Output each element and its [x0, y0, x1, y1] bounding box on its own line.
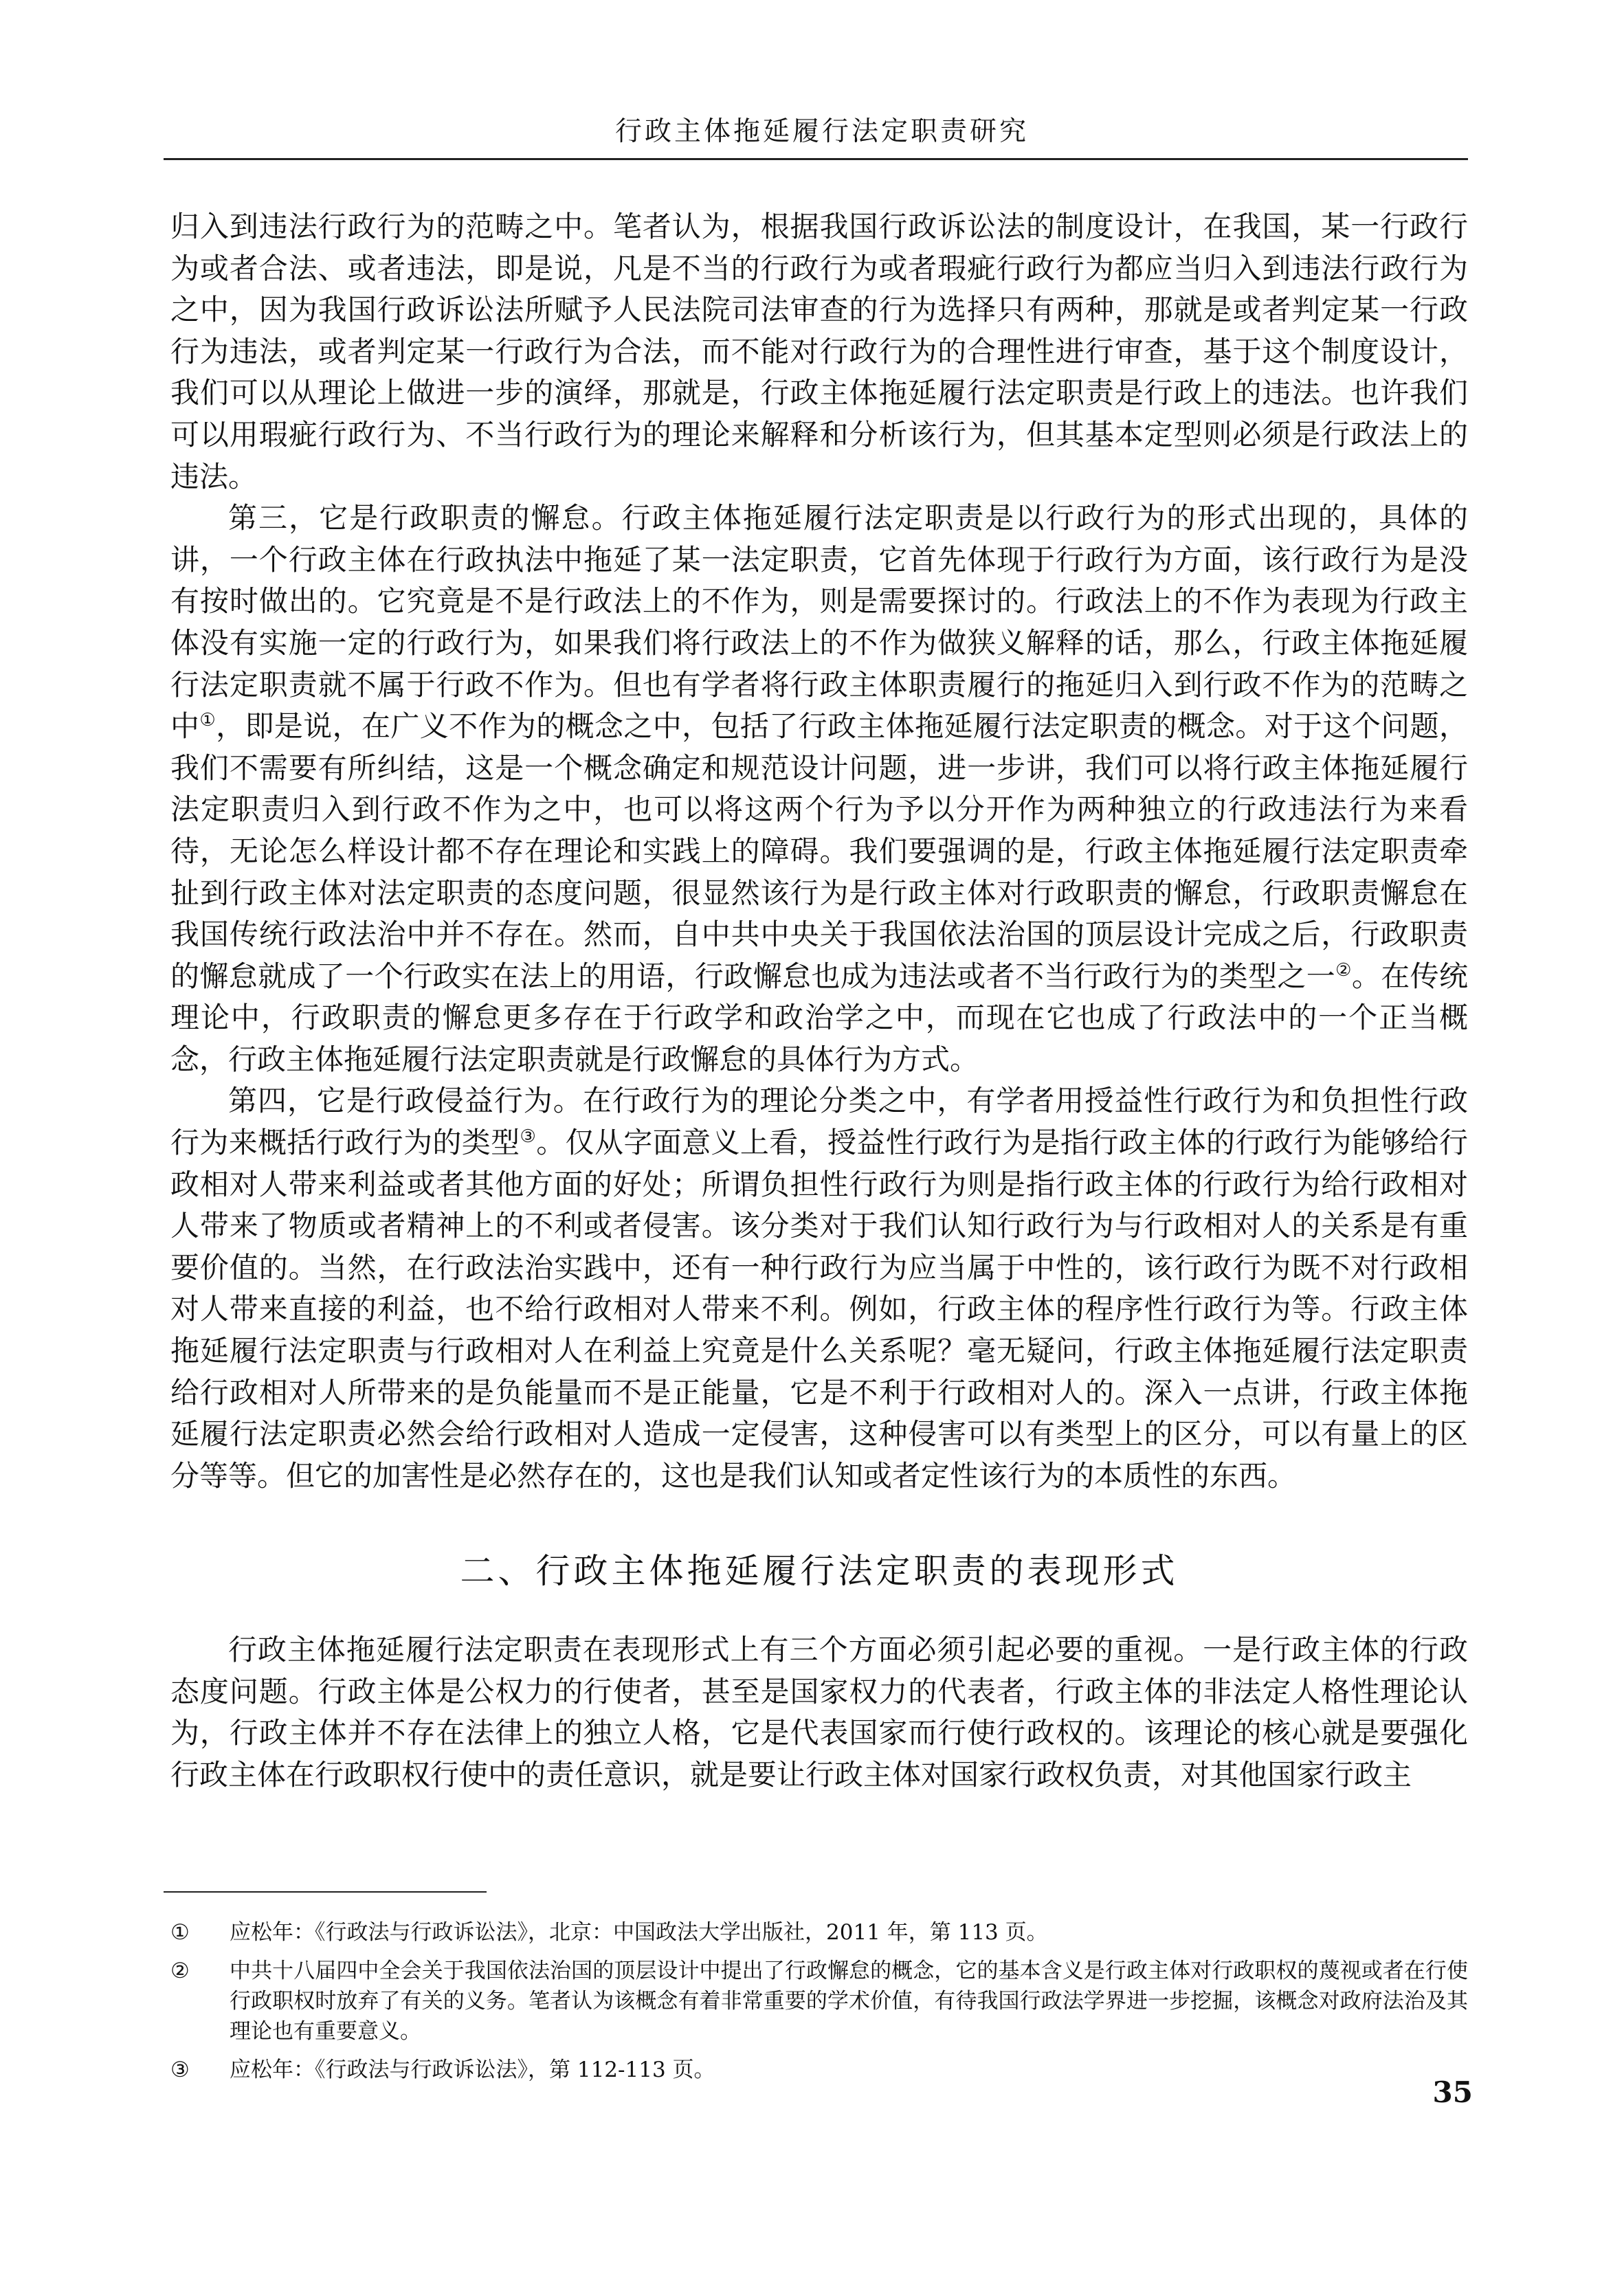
footnote-text: 应松年：《行政法与行政诉讼法》，北京：中国政法大学出版社，2011 年，第 113 页。: [230, 1920, 1048, 1945]
header-divider: [164, 158, 1468, 160]
footnote-text: 应松年：《行政法与行政诉讼法》，第 112-113 页。: [230, 2058, 715, 2082]
footnote: [170, 1917, 1468, 1948]
footnote: [170, 2055, 1468, 2085]
footnote-ref[interactable]: ②: [1335, 959, 1352, 981]
footnote-ref[interactable]: ③: [520, 1126, 537, 1148]
paragraph-text: ，即是说，在广义不作为的概念之中，包括了行政主体拖延履行法定职责的概念。对于这个问题，我们不需要有所纠结，这是一个概念确定和规范设计问题，进一步讲，我们可以将行政主体拖延履行法定职责归入到行政不作为之中，也可以将这两个行为予以分开作为两种独立的行政违法行为来看待，无论怎么样设计都不存在理论和实践上的障碍。我们要强调的是，行政主体拖延履行法定职责牵扯到行政主体对法定职责的态度问题，很显然该行为是行政主体对行政职责的懈怠，行政职责懈怠在我国传统行政法治中并不存在。然而，自中共中央关于我国依法治国的顶层设计完成之后，行政职责的懈怠就成了一个行政实在法上的用语，行政懈怠也成为违法或者不当行政行为的类型之一: [170, 709, 1468, 993]
footnotes: [170, 1917, 1468, 2093]
paragraph-text: 第三，它是行政职责的懈怠。行政主体拖延履行法定职责是以行政行为的形式出现的，具体的讲，一个行政主体在行政执法中拖延了某一法定职责，它首先体现于行政行为方面，该行政行为是没有按时做出的。它究竟是不是行政法上的不作为，则是需要探讨的。行政法上的不作为表现为行政主体没有实施一定的行政行为，如果我们将行政法上的不作为做狭义解释的话，那么，行政主体拖延履行法定职责就不属于行政不作为。但也有学者将行政主体职责履行的拖延归入到行政不作为的范畴之中: [170, 501, 1468, 744]
footnote-mark: ①: [170, 1920, 190, 1945]
footnote-mark: ③: [170, 2058, 190, 2082]
paragraph: [170, 498, 1468, 1080]
paragraph-text: 。仅从字面意义上看，授益性行政行为是指行政主体的行政行为能够给行政相对人带来利益或者其他方面的好处；所谓负担性行政行为则是指行政主体的行政行为给行政相对人带来了物质或者精神上的不利或者侵害。该分类对于我们认知行政行为与行政相对人的关系是有重要价值的。当然，在行政法治实践中，还有一种行政行为应当属于中性的，该行政行为既不对行政相对人带来直接的利益，也不给行政相对人带来不利。例如，行政主体的程序性行政行为等。行政主体拖延履行法定职责与行政相对人在利益上究竟是什么关系呢？毫无疑问，行政主体拖延履行法定职责给行政相对人所带来的是负能量而不是正能量，它是不利于行政相对人的。深入一点讲，行政主体拖延履行法定职责必然会给行政相对人造成一定侵害，这种侵害可以有类型上的区分，可以有量上的区分等等。但它的加害性是必然存在的，这也是我们认知或者定性该行为的本质性的东西。: [170, 1126, 1468, 1493]
footnote-text: 中共十八届四中全会关于我国依法治国的顶层设计中提出了行政懈怠的概念，它的基本含义是行政主体对行政职权的蔑视或者在行使行政职权时放弃了有关的义务。笔者认为该概念有着非常重要的学术价值，有待我国行政法学界进一步挖掘，该概念对政府法治及其理论也有重要意义。: [230, 1959, 1468, 2044]
footnote: [170, 1956, 1468, 2047]
running-header: 行政主体拖延履行法定职责研究: [614, 116, 1029, 147]
page-number: 35: [1432, 2075, 1473, 2109]
paragraph: [170, 1080, 1468, 1497]
section-heading: 二、行政主体拖延履行法定职责的表现形式: [460, 1551, 1179, 1592]
paragraph-text: 第四，它是行政侵益行为。在行政行为的理论分类之中，有学者用授益性行政行为和负担性行政行为来概括行政行为的类型: [170, 1084, 1468, 1160]
footnote-ref[interactable]: ①: [199, 710, 216, 731]
paragraph-text: 。在传统理论中，行政职责的懈怠更多存在于行政学和政治学之中，而现在它也成了行政法中的一个正当概念，行政主体拖延履行法定职责就是行政懈怠的具体行为方式。: [170, 959, 1468, 1076]
footnote-mark: ②: [170, 1959, 190, 1983]
main-text: [170, 206, 1468, 1796]
footnote-divider: [164, 1891, 487, 1893]
paragraph: 归入到违法行政行为的范畴之中。笔者认为，根据我国行政诉讼法的制度设计，在我国，某一行政行为或者合法、或者违法，即是说，凡是不当的行政行为或者瑕疵行政行为都应当归入到违法行政行为之中，因为我国行政诉讼法所赋予人民法院司法审查的行为选择只有两种，那就是或者判定某一行政行为违法，或者判定某一行政行为合法，而不能对行政行为的合理性进行审查，基于这个制度设计，我们可以从理论上做进一步的演绎，那就是，行政主体拖延履行法定职责是行政上的违法。也许我们可以用瑕疵行政行为、不当行政行为的理论来解释和分析该行为，但其基本定型则必须是行政法上的违法。: [170, 210, 1468, 493]
paragraph: 行政主体拖延履行法定职责在表现形式上有三个方面必须引起必要的重视。一是行政主体的行政态度问题。行政主体是公权力的行使者，甚至是国家权力的代表者，行政主体的非法定人格性理论认为，行政主体并不存在法律上的独立人格，它是代表国家而行使行政权的。该理论的核心就是要强化行政主体在行政职权行使中的责任意识，就是要让行政主体对国家行政权负责，对其他国家行政主: [170, 1633, 1468, 1792]
